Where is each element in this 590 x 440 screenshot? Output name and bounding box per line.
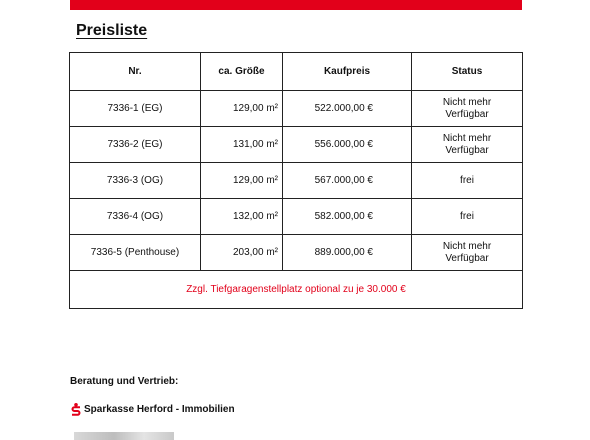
column-header-price: Kaufpreis <box>283 53 412 91</box>
price-table <box>69 52 523 309</box>
cell-status: Nicht mehr Verfügbar <box>412 91 523 127</box>
cell-price: 556.000,00 € <box>283 127 412 163</box>
table-row <box>70 127 523 163</box>
cell-nr: 7336-3 (OG) <box>70 163 201 199</box>
cell-price: 582.000,00 € <box>283 199 412 235</box>
cell-price: 522.000,00 € <box>283 91 412 127</box>
page-title: Preisliste <box>76 22 148 39</box>
property-photo <box>74 432 174 440</box>
sparkasse-logo-icon <box>70 403 82 416</box>
table-row <box>70 91 523 127</box>
cell-size: 132,00 m² <box>201 199 283 235</box>
cell-status: frei <box>412 199 523 235</box>
cell-nr: 7336-1 (EG) <box>70 91 201 127</box>
footnote-row <box>70 271 523 309</box>
column-header-nr: Nr. <box>70 53 201 91</box>
cell-status: Nicht mehr Verfügbar <box>412 235 523 271</box>
brand-line <box>70 403 235 416</box>
cell-price: 889.000,00 € <box>283 235 412 271</box>
cell-nr: 7336-5 (Penthouse) <box>70 235 201 271</box>
cell-size: 129,00 m² <box>201 91 283 127</box>
table-row <box>70 235 523 271</box>
cell-nr: 7336-4 (OG) <box>70 199 201 235</box>
cell-size: 131,00 m² <box>201 127 283 163</box>
top-accent-bar <box>70 0 522 10</box>
cell-price: 567.000,00 € <box>283 163 412 199</box>
contact-label: Beratung und Vertrieb: <box>70 376 179 387</box>
brand-name: Sparkasse Herford - Immobilien <box>84 404 235 415</box>
cell-status: Nicht mehr Verfügbar <box>412 127 523 163</box>
table-row <box>70 199 523 235</box>
table-header-row <box>70 53 523 91</box>
parking-footnote: Zzgl. Tiefgaragenstellplatz optional zu je 30.000 € <box>70 271 523 309</box>
cell-size: 129,00 m² <box>201 163 283 199</box>
cell-status: frei <box>412 163 523 199</box>
column-header-status: Status <box>412 53 523 91</box>
cell-size: 203,00 m² <box>201 235 283 271</box>
cell-nr: 7336-2 (EG) <box>70 127 201 163</box>
column-header-size: ca. Größe <box>201 53 283 91</box>
table-row <box>70 163 523 199</box>
